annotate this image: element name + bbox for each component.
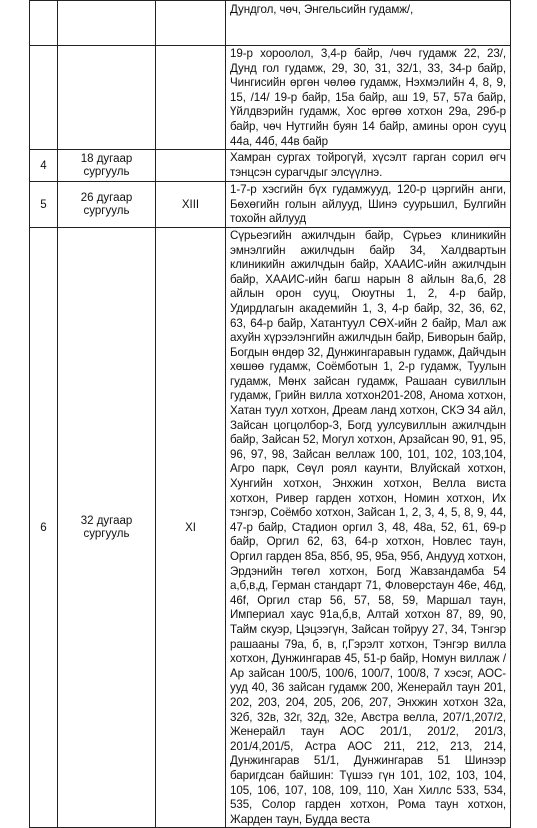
table-row bbox=[30, 227, 511, 827]
area-cell: 19-р хороолол, 3,4-р байр, /чөч гудамж 22, 23/, Дунд гол гудамж, 29, 30, 31, 32/1, 33, 34-р байр, Чингисийн өргөн чөлөө гудамж, Нэхмэлийн 4, 8, 9, 15, /14/ 19-р байр, 15а байр, аш 19, 57, 57а байр, Үйлдвэрийн гудамж, Хос өргөө хотхон 29а, 29б-р байр, чөч Нутгийн буян 14 байр, амины орон сууц 44а, 44б, 44в байр bbox=[226, 46, 511, 150]
district-cell bbox=[156, 46, 226, 150]
table-row bbox=[30, 182, 511, 228]
school-name-cell bbox=[58, 1, 156, 46]
school-name-cell bbox=[58, 46, 156, 150]
school-name-cell: 18 дугаар сургууль bbox=[58, 150, 156, 182]
table-row bbox=[30, 1, 511, 46]
table-row bbox=[30, 150, 511, 182]
area-cell: Хамран сургах тойрогүй, хүсэлт гарган сорил өгч тэнцсэн сурагчдыг элсүүлнэ. bbox=[226, 150, 511, 182]
district-cell: XI bbox=[156, 227, 226, 827]
row-number-cell: 4 bbox=[30, 150, 58, 182]
row-number-cell bbox=[30, 46, 58, 150]
district-cell bbox=[156, 150, 226, 182]
row-number-cell: 6 bbox=[30, 227, 58, 827]
school-district-table bbox=[29, 0, 511, 828]
area-cell: Сүрьеэгийн ажилчдын байр, Сүрьеэ клиникийн эмнэлгийн ажилчдын байр 34, Халдвартын клиникийн ажилчдын байр, ХААИС-ийн ажилчдын байр, ХААИС-ийн багш нарын 8 айлын 8а,б, 28 айлын орон сууц, Оюутны 1, 2, 4-р байр, Удирдлагын академийн 1, 3, 4-р байр, 32, 36, 62, 63, 64-р байр, Хатантуул СӨХ-ийн 2 байр, Мал аж ахуйн хүрээлэнгийн ажилчдын байр, Биворын байр, Богдын өндөр 32, Дунжингаравын гудамж, Дайчдын хөшөө гудамж, Соёмботын 1, 2-р гудамж, Туулын гудамж, Мөнх зайсан гудамж, Рашаан сувиллын гудамж, Грийн вилла хотхон201-208, Анома хотхон, Хатан туул хотхон, Дреам ланд хотхон, СКЭ 34 айл, Зайсан цогцолбор-3, Богд уулсувиллын ажилчдын байр, Зайсан 52, Могул хотхон, Арзайсан 90, 91, 95, 96, 97, 98, Зайсан веллаж 100, 101, 102, 103,104, Агро парк, Сөүл роял каунти, Влуйскай хотхон, Хунгийн хотхон, Энхжин хотхон, Велла виста хотхон, Ривер гарден хотхон, Номин хотхон, Их тэнгэр, Соёмбо хотхон, Зайсан 1, 2, 3, 4, 5, 8, 9, 44, 47-р байр, Стадион оргил 3, 48, 48а, 52, 61, 69-р байр, Оргил 62, 63, 64-р хотхон, Новлес таун, Оргил гарден 85а, 85б, 95, 95а, 95б, Андууд хотхон, Эрдэнийн төгөл хотхон, Богд Жавзандамба 54 а,б,в,д, Герман стандарт 71, Фловерстаун 46е, 46д, 46f, Оргил стар 56, 57, 58, 59, Маршал таун, Империал хаус 91а,б,в, Алтай хотхон 87, 89, 90, Тайм скуэр, Цэцээгүн, Зайсан тойруу 27, 34, Тэнгэр рашааны 79а, б, в, г,Гэрэлт хотхон, Тэнгэр вилла хотхон, Дунжингарав 45, 51-р байр, Номун виллаж /Ар зайсан 100/5, 100/6, 100/7, 100/8, 7 хэсэг, АОС-ууд 40, 36 зайсан гудамж 200, Женерайл таун 201, 202, 203, 204, 205, 206, 207, Энхжин хотхон 32а, 32б, 32в, 32г, 32д, 32е, Австра велла, 207/1,207/2, Женерайл таун АОС 201/1, 201/2, 201/3, 201/4,201/5, Астра АОС 211, 212, 213, 214, Дунжингарав 51/1, Дунжингарав 51 Шинээр баригдсан байшин: Түшээ гүн 101, 102, 103, 104, 105, 106, 107, 108, 109, 110, Хан Хиллс 533, 534, 535, Солор гарден хотхон, Рома таун хотхон, Жарден таун, Будда веста bbox=[226, 227, 511, 827]
school-name-cell: 26 дугаар сургууль bbox=[58, 182, 156, 228]
row-number-cell: 5 bbox=[30, 182, 58, 228]
table-row bbox=[30, 46, 511, 150]
area-cell: 1-7-р хэсгийн бүх гудамжууд, 120-р цэргийн анги, Бөхөгийн голын айлууд, Шинэ суурьшил, Булгийн тохойн айлууд bbox=[226, 182, 511, 228]
row-number-cell bbox=[30, 1, 58, 46]
district-cell bbox=[156, 1, 226, 46]
district-cell: XIII bbox=[156, 182, 226, 228]
school-name-cell: 32 дугаар сургууль bbox=[58, 227, 156, 827]
area-cell: Дундгол, чөч, Энгельсийн гудамж/, bbox=[226, 1, 511, 46]
